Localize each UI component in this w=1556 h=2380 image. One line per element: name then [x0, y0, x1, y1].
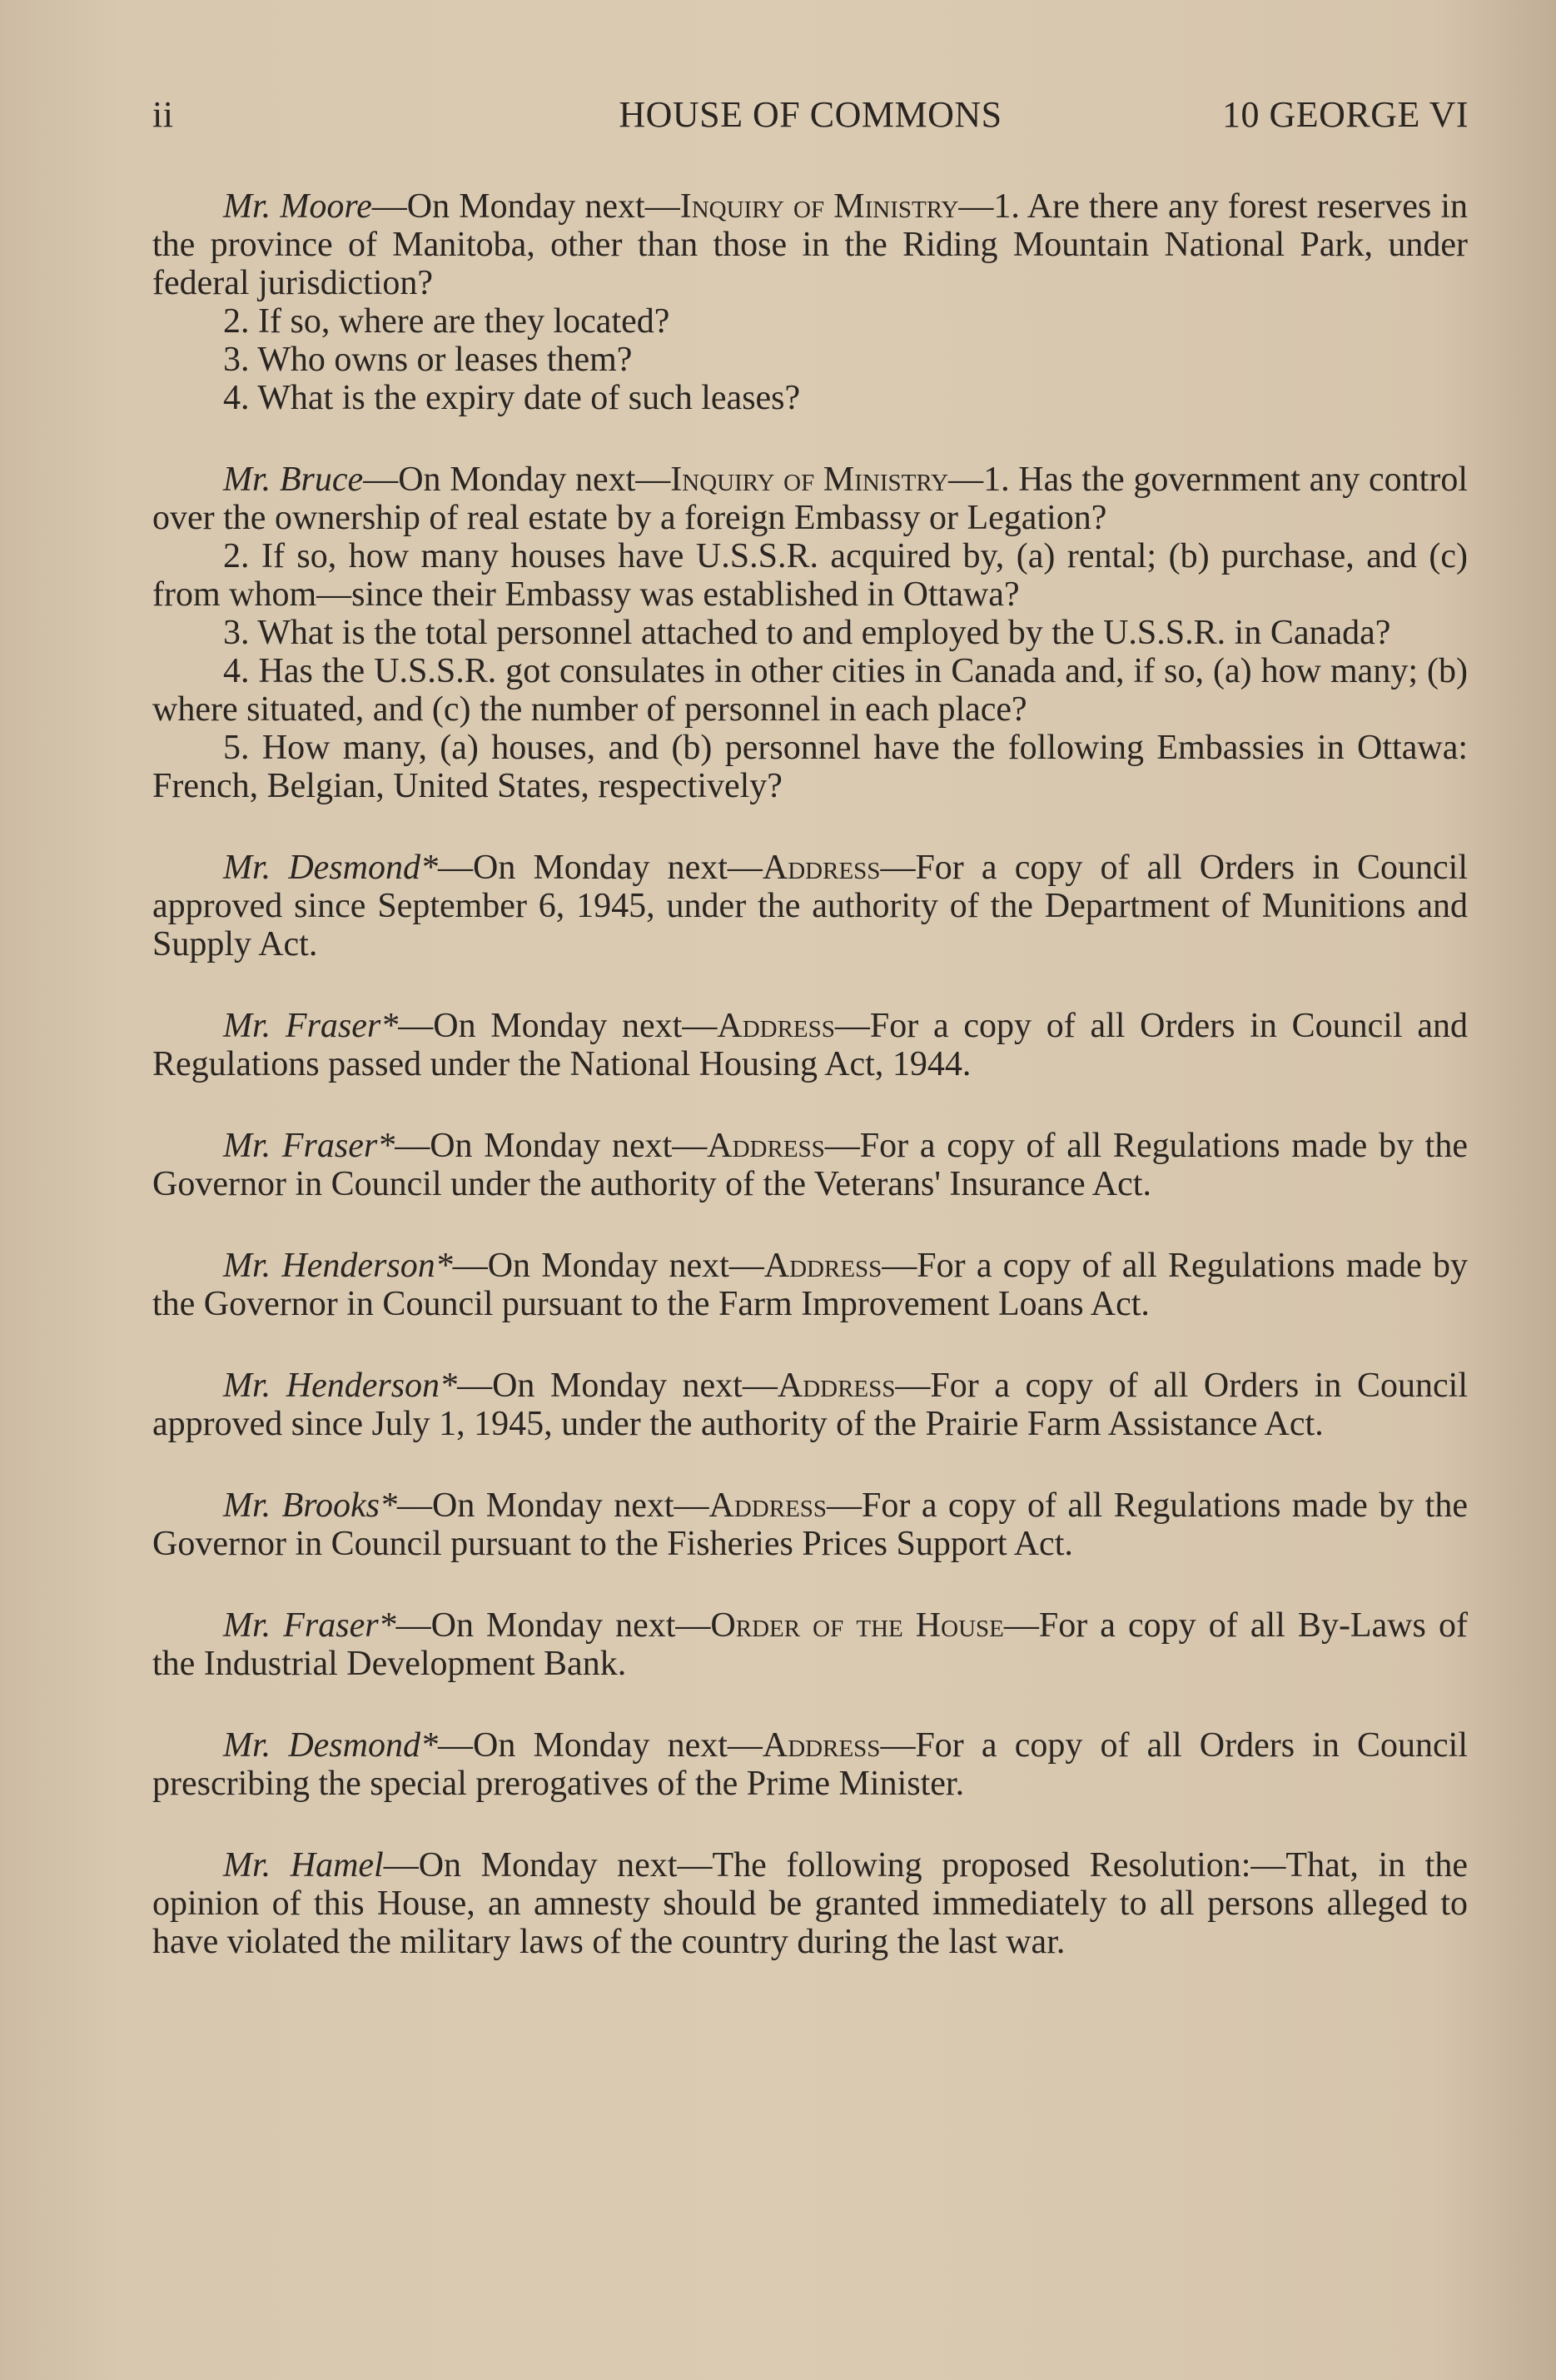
- notice-entry: [152, 1007, 1468, 1083]
- notice-text: —1. Has the government any control over the ownership of real estate by a foreign Embassy or Legation?: [152, 461, 1468, 537]
- member-name: Mr. Fraser*: [223, 1127, 395, 1165]
- notice-lead: [152, 1007, 1468, 1083]
- running-header: [152, 93, 1469, 143]
- member-name: Mr. Henderson*: [223, 1247, 453, 1285]
- member-name: Mr. Fraser*: [223, 1007, 399, 1045]
- notice-lead: [152, 849, 1468, 963]
- notice-timing: —On Monday next—: [395, 1606, 711, 1645]
- notice-entry: [152, 187, 1468, 417]
- notice-lead: [152, 1127, 1468, 1203]
- notice-timing: —On Monday next—: [437, 849, 763, 887]
- notices-body: [152, 187, 1468, 2004]
- notice-entry: [152, 1127, 1468, 1203]
- member-name: Mr. Henderson*: [223, 1367, 458, 1405]
- notice-entry: [152, 1846, 1468, 1961]
- notice-lead: [152, 1247, 1468, 1323]
- notice-type: Address: [717, 1007, 835, 1045]
- member-name: Mr. Bruce: [223, 461, 364, 499]
- notice-entry: [152, 1247, 1468, 1323]
- sub-question: 4. What is the expiry date of such leases?: [223, 379, 801, 417]
- notice-entry: [152, 1726, 1468, 1803]
- notice-type: Address: [763, 1247, 882, 1285]
- notice-type: Order of the House: [710, 1606, 1004, 1645]
- notice-text: —For a copy of all Orders in Council approved since September 6, 1945, under the authority of the Department of Munitions and Supply Act.: [152, 849, 1469, 963]
- notice-lead: [152, 1846, 1468, 1961]
- notice-entry: [152, 1367, 1468, 1443]
- page-number: ii: [152, 94, 174, 135]
- notice-text: —For a copy of all By-Laws of the Industrial Development Bank.: [152, 1606, 1468, 1683]
- notice-entry: [152, 461, 1468, 805]
- notice-timing: —On Monday next—: [457, 1367, 778, 1405]
- notice-timing: —On Monday next—: [371, 187, 680, 226]
- notice-entry: [152, 1486, 1468, 1563]
- notice-timing: —On Monday next—: [383, 1846, 713, 1885]
- notice-lead: [152, 1606, 1468, 1683]
- notice-lead: [152, 1367, 1468, 1443]
- sub-question: 3. What is the total personnel attached to and employed by the U.S.S.R. in Canada?: [223, 614, 1391, 652]
- notice-lead: [152, 461, 1468, 537]
- notice-lead: [152, 187, 1468, 302]
- notice-text: —For a copy of all Regulations made by the Governor in Council under the authority of the Veterans' Insurance Act.: [152, 1127, 1468, 1203]
- notice-timing: —On Monday next—: [363, 461, 671, 499]
- sub-question: 5. How many, (a) houses, and (b) personnel have the following Embassies in Ottawa: French, Belgian, United States, respectively?: [152, 729, 1468, 805]
- notice-timing: —On Monday next—: [452, 1247, 764, 1285]
- member-name: Mr. Hamel: [223, 1846, 384, 1885]
- journal-title: HOUSE OF COMMONS: [619, 94, 1002, 135]
- notice-lead: [152, 1486, 1468, 1563]
- notice-timing: —On Monday next—: [398, 1007, 718, 1045]
- sub-question: 3. Who owns or leases them?: [223, 341, 633, 379]
- notice-text: —1. Are there any forest reserves in the province of Manitoba, other than those in the Riding Mountain National Park, under federal jurisdiction?: [152, 187, 1469, 302]
- member-name: Mr. Brooks*: [223, 1486, 398, 1525]
- notice-text: —For a copy of all Orders in Council approved since July 1, 1945, under the authority of the Prairie Farm Assistance Act.: [152, 1367, 1468, 1443]
- notice-type: Address: [762, 849, 881, 887]
- notice-type: Address: [762, 1726, 881, 1765]
- sub-question: 2. If so, where are they located?: [223, 302, 670, 341]
- notice-type: Address: [708, 1486, 828, 1525]
- notice-type: Address: [777, 1367, 896, 1405]
- notice-text: —For a copy of all Regulations made by the Governor in Council pursuant to the Farm Improvement Loans Act.: [152, 1247, 1468, 1323]
- notice-timing: —On Monday next—: [395, 1127, 708, 1165]
- notice-type: Address: [707, 1127, 825, 1165]
- sub-question: 2. If so, how many houses have U.S.S.R. acquired by, (a) rental; (b) purchase, and (c) from whom—since their Embassy was established in Ottawa?: [152, 537, 1468, 614]
- member-name: Mr. Desmond*: [223, 849, 438, 887]
- notice-timing: —On Monday next—: [397, 1486, 709, 1525]
- notice-text: —For a copy of all Orders in Council and Regulations passed under the National Housing Act, 1944.: [152, 1007, 1468, 1083]
- notice-entry: [152, 849, 1468, 963]
- notice-text: —For a copy of all Regulations made by the Governor in Council pursuant to the Fisheries Prices Support Act.: [152, 1486, 1468, 1563]
- sub-question: 4. Has the U.S.S.R. got consulates in other cities in Canada and, if so, (a) how many; (b) where situated, and (c) the number of personnel in each place?: [152, 652, 1468, 729]
- notice-type: Inquiry of Ministry: [670, 461, 949, 499]
- member-name: Mr. Desmond*: [223, 1726, 438, 1765]
- notice-text: —For a copy of all Orders in Council prescribing the special prerogatives of the Prime Minister.: [152, 1726, 1469, 1803]
- member-name: Mr. Moore: [223, 187, 372, 226]
- notice-entry: [152, 1606, 1468, 1683]
- notice-lead: [152, 1726, 1468, 1803]
- notice-type: Inquiry of Ministry: [679, 187, 959, 226]
- regnal-year: 10 GEORGE VI: [1221, 94, 1469, 135]
- notice-text: The following proposed Resolution:—That, in the opinion of this House, an amnesty should be granted immediately to all persons alleged to have violated the military laws of the country during the last war.: [152, 1846, 1468, 1961]
- notice-timing: —On Monday next—: [437, 1726, 763, 1765]
- member-name: Mr. Fraser*: [223, 1606, 396, 1645]
